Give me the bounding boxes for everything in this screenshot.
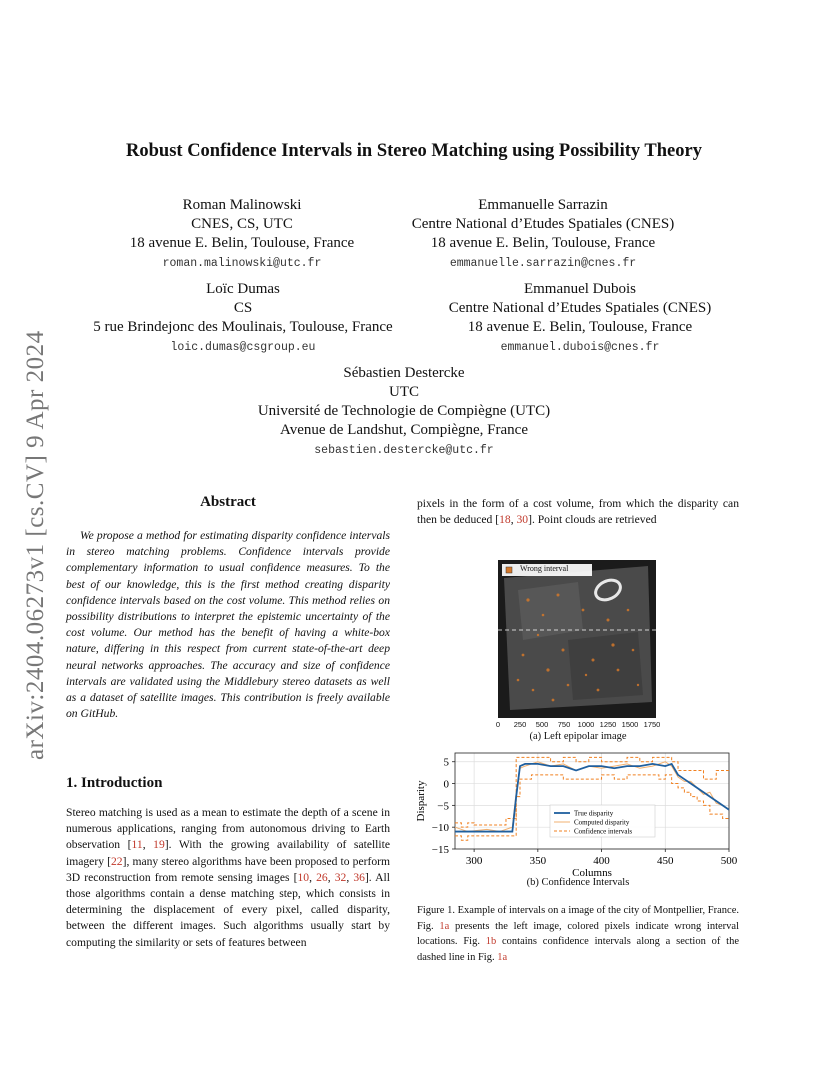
caption-text: contains confidence intervals along a section of the dashed line in Fig.	[417, 936, 739, 963]
body-text: pixels in the form of a cost volume, from which the disparity can then be deduced [	[417, 497, 739, 527]
author-block-2	[393, 196, 693, 275]
author-email[interactable]: emmanuelle.sarrazin@cnes.fr	[449, 257, 637, 270]
x-tick-label: 450	[657, 855, 674, 867]
author-address: 18 avenue E. Belin, Toulouse, France	[430, 235, 656, 251]
author-block-3	[72, 280, 414, 359]
author-email[interactable]: roman.malinowski@utc.fr	[162, 257, 322, 270]
confidence-interval-chart	[410, 745, 750, 890]
image-legend-label: Wrong interval	[520, 564, 569, 573]
citation-link[interactable]: 18	[499, 513, 511, 527]
citation-link[interactable]: 32	[334, 870, 347, 884]
legend-entry: Computed disparity	[574, 818, 630, 827]
caption-text: Figure 1. Example of intervals on a image of the city of Montpellier, France. Fig.	[417, 905, 739, 932]
x-tick-label: 400	[593, 855, 610, 867]
author-address: Université de Technologie de Compiègne (UTC)	[257, 403, 551, 419]
author-name: Emmanuelle Sarrazin	[478, 197, 608, 213]
abstract-heading: Abstract	[200, 494, 256, 510]
citation-link[interactable]: 11	[131, 838, 143, 852]
y-tick-label: −15	[431, 844, 449, 856]
intro-text: Stereo matching is used as a mean to estimate the depth of a scene in numerous applications, ranging from autonomous driving to Earth observation [	[66, 806, 390, 852]
image-x-tick-label: 1000	[577, 720, 595, 729]
author-address: 18 avenue E. Belin, Toulouse, France	[129, 235, 355, 251]
author-name: Roman Malinowski	[182, 197, 302, 213]
intro-text: ]. All those algorithms contain a dense matching step, which consists in determining the displacement of every pixel, called disparity, between the different images. Such algorithms usually start by computing the similarity or sets of features between	[66, 870, 390, 949]
x-tick-label: 500	[720, 855, 738, 867]
author-name: Sébastien Destercke	[343, 365, 465, 381]
author-block-4	[425, 280, 735, 359]
body-text: ]. Point clouds are retrieved	[528, 513, 657, 527]
x-axis-label: Columns	[572, 867, 612, 879]
arxiv-identifier: arXiv:2404.06273v1 [cs.CV] 9 Apr 2024	[22, 330, 49, 760]
y-tick-label: 5	[443, 756, 449, 769]
legend-entry: Confidence intervals	[574, 827, 633, 836]
author-affiliation: Centre National d’Etudes Spatiales (CNES)	[411, 216, 675, 232]
epipolar-image	[498, 560, 656, 718]
author-email[interactable]: loic.dumas@csgroup.eu	[170, 341, 316, 354]
caption-text: presents the left image, colored pixels indicate wrong interval locations. Fig.	[417, 920, 739, 947]
epipolar-image-graphic	[498, 560, 656, 718]
author-email[interactable]: emmanuel.dubois@cnes.fr	[500, 341, 660, 354]
intro-paragraph: Stereo matching is used as a mean to estimate the depth of a scene in numerous applications, ranging from autonomous driving to Earth observation [11, 19]. With the growing availability of satellite imagery [22], many stereo algorithms have been proposed to perform 3D reconstruction from remote sensing images [10, 26, 32, 36]. All those algorithms contain a dense matching step, which consists in determining the displacement of every pixel, called disparity, between the different images. Such algorithms usually start by computing the similarity or sets of features between	[66, 806, 391, 949]
intro-heading: 1. Introduction	[66, 775, 163, 791]
legend-entry: True disparity	[574, 809, 614, 818]
image-x-tick-label: 1250	[599, 720, 617, 729]
author-name: Loïc Dumas	[206, 281, 280, 297]
intro-text: ]. With the growing availability of satellite imagery [	[66, 838, 390, 868]
figure-ref-link[interactable]: 1b	[485, 936, 497, 947]
right-column-paragraph	[417, 496, 739, 528]
citation-link[interactable]: 22	[110, 854, 123, 868]
x-tick-label: 300	[465, 855, 483, 867]
y-tick-label: 0	[443, 778, 449, 791]
author-address-line2: Avenue de Landshut, Compiègne, France	[280, 422, 528, 438]
citation-link[interactable]: 19	[153, 838, 165, 852]
y-axis-label: Disparity	[415, 780, 427, 822]
author-block-1	[112, 196, 372, 275]
author-affiliation: Centre National d’Etudes Spatiales (CNES)	[448, 300, 712, 316]
image-x-tick-label: 1750	[643, 720, 661, 729]
figure-caption	[417, 903, 739, 965]
figure-ref-link[interactable]: 1a	[439, 920, 450, 932]
author-address: 18 avenue E. Belin, Toulouse, France	[467, 319, 693, 335]
image-x-tick-label: 500	[535, 720, 549, 729]
y-tick-label: −5	[437, 800, 449, 813]
image-x-tick-label: 1500	[621, 720, 639, 729]
paper-title: Robust Confidence Intervals in Stereo Matching using Possibility Theory	[126, 141, 702, 161]
author-affiliation: CNES, CS, UTC	[191, 216, 293, 232]
image-x-tick-label: 0	[495, 720, 501, 729]
citation-link[interactable]: 26	[316, 870, 328, 884]
citation-link[interactable]: 36	[353, 870, 365, 884]
author-address: 5 rue Brindejonc des Moulinais, Toulouse, France	[93, 319, 393, 335]
intro-text: ], many stereo algorithms have been proposed to perform 3D reconstruction from remote sensing images [	[66, 854, 391, 884]
author-affiliation: UTC	[389, 384, 419, 400]
arxiv-sidebar	[22, 290, 62, 760]
author-email[interactable]: sebastien.destercke@utc.fr	[314, 444, 494, 457]
abstract-text: We propose a method for estimating disparity confidence intervals in stereo matching problems. Confidence intervals provide complementary information to usual confidence measures. To the best of our knowledge, this is the first method creating disparity confidence intervals based on the cost volume. This method relies on possibility distributions to interpret the epistemic uncertainty of the cost volume. Our method has the benefit of having a white-box nature, differing in this respect from current state-of-the-art deep neural networks approaches. The accuracy and size of confidence intervals are validated using the Middlebury stereo datasets as well as a dataset of satellite images. This contribution is freely available on GitHub.	[66, 529, 390, 721]
subfigure-a-caption: (a) Left epipolar image	[529, 731, 627, 742]
image-x-tick-label: 750	[557, 720, 571, 729]
subfigure-b-caption: (b) Confidence Intervals	[526, 877, 630, 888]
intro-text: ,	[142, 838, 154, 852]
figure-ref-link[interactable]: 1a	[497, 951, 508, 963]
author-affiliation: CS	[233, 300, 253, 316]
image-x-tick-label: 250	[513, 720, 527, 729]
x-tick-label: 350	[529, 855, 547, 867]
body-text: ,	[510, 513, 517, 527]
citation-link[interactable]: 10	[297, 870, 310, 884]
y-tick-label: −10	[431, 822, 449, 835]
author-block-5	[204, 364, 604, 462]
citation-link[interactable]: 30	[516, 513, 529, 527]
author-name: Emmanuel Dubois	[523, 281, 637, 297]
